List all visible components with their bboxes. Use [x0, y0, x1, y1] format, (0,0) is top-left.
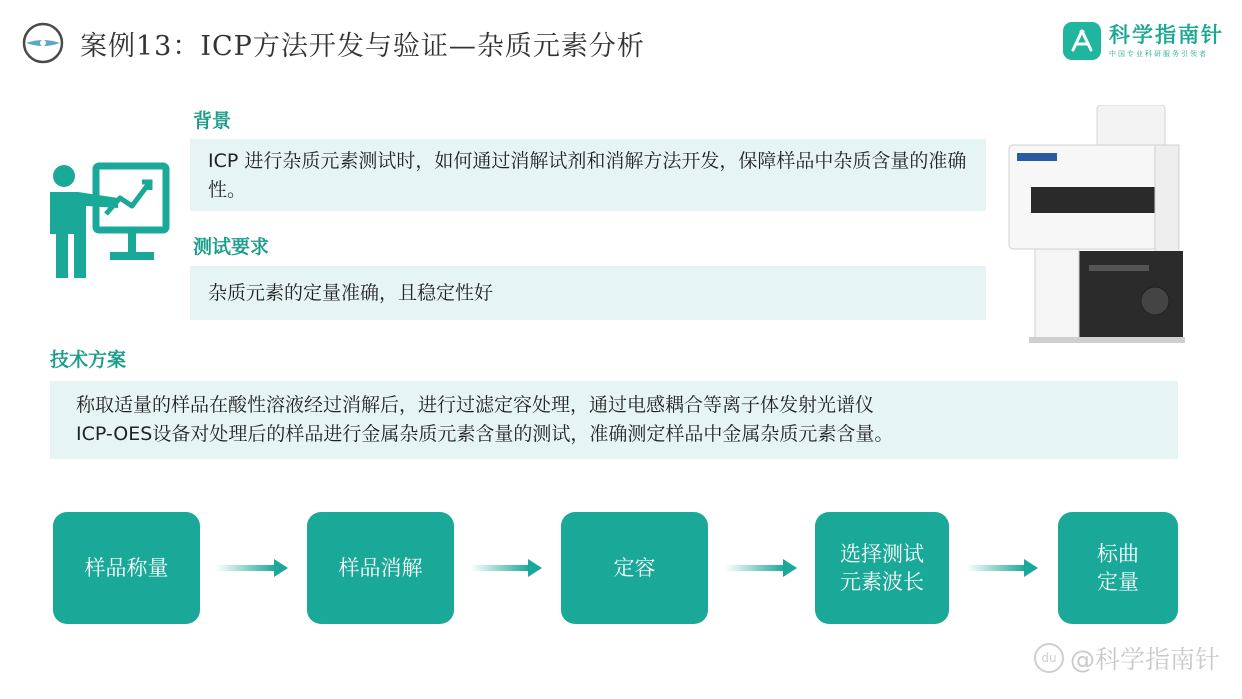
brand-logo	[1063, 18, 1224, 64]
brand-mark-icon	[1063, 22, 1101, 60]
compass-logo-icon	[22, 22, 64, 64]
watermark-text: @科学指南针	[1069, 645, 1220, 674]
step-calibration-quantify: 标曲 定量	[1058, 512, 1178, 624]
page-title: 案例13：ICP方法开发与验证—杂质元素分析	[80, 31, 645, 62]
arrow-right-icon	[725, 558, 797, 578]
solution-label: 技术方案	[50, 349, 127, 371]
arrow-right-icon	[966, 558, 1038, 578]
step-dilute-volume: 定容	[561, 512, 708, 624]
presenter-icon	[44, 160, 172, 282]
arrow-right-icon	[216, 558, 288, 578]
background-label: 背景	[193, 110, 232, 132]
solution-line-1: 称取适量的样品在酸性溶液经过消解后，进行过滤定容处理，通过电感耦合等离子体发射光谱仪	[76, 394, 875, 416]
requirements-label: 测试要求	[193, 236, 270, 258]
solution-line-2: ICP-OES设备对处理后的样品进行金属杂质元素含量的测试，准确测定样品中金属杂质元素含量。	[76, 423, 894, 445]
watermark-icon: du	[1034, 643, 1064, 673]
solution-box	[50, 381, 1178, 459]
step-digest-sample: 样品消解	[307, 512, 454, 624]
watermark	[1034, 640, 1220, 676]
step-select-wavelength: 选择测试 元素波长	[815, 512, 949, 624]
requirements-text: 杂质元素的定量准确，且稳定性好	[190, 266, 986, 320]
arrow-right-icon	[470, 558, 542, 578]
background-text: ICP 进行杂质元素测试时，如何通过消解试剂和消解方法开发，保障样品中杂质含量的准确性。	[190, 139, 986, 211]
icp-oes-instrument-image	[1005, 105, 1185, 345]
brand-name: 科学指南针	[1109, 23, 1224, 47]
brand-subtitle: 中国专业科研服务引领者	[1109, 50, 1208, 58]
step-weigh-sample: 样品称量	[53, 512, 200, 624]
